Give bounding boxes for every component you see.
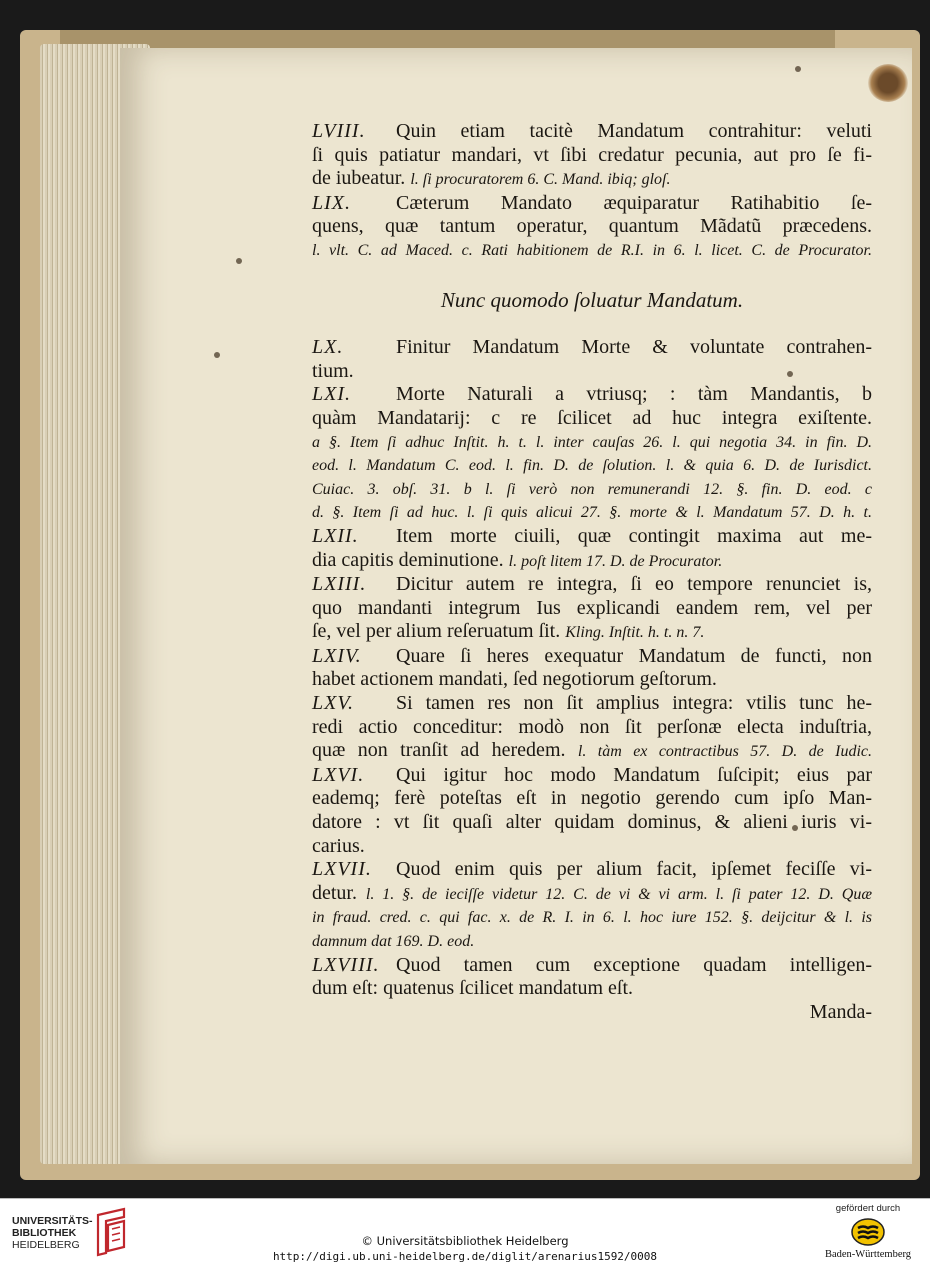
text-line: LXIII. Dicitur autem re integra, ſi eo tempore renunciet is,	[312, 573, 872, 596]
dust-spot	[236, 258, 242, 264]
paragraph-number: LXVIII.	[312, 953, 380, 976]
dust-spot	[214, 352, 220, 358]
text-line: LXVIII. Quod tamen cum exceptione quadam intelligen-	[312, 953, 872, 976]
catchword: Manda-	[809, 1000, 872, 1023]
permalink-url[interactable]: http://digi.ub.uni-heidelberg.de/diglit/arenarius1592/0008	[272, 1250, 658, 1263]
citation: l. 1. §. de ieciſſe videtur 12. C. de vi & vi arm. l. ſi pater 12. D. Quæ	[365, 885, 873, 903]
citation: l. tàm ex contractibus 57. D. de Iudic.	[577, 743, 873, 761]
paragraph-number: LXIII.	[312, 573, 367, 596]
text-line: ſi quis patiatur mandari, vt ſibi credatur pecunia, aut pro ſe fi-	[312, 143, 872, 166]
citation: l. poſt litem 17. D. de Procurator.	[508, 552, 723, 570]
text-line: carius.	[312, 834, 365, 857]
citation: l. ſi procuratorem 6. C. Mand. ibiq; gloſ.	[410, 171, 671, 189]
text-line: dum eſt: quatenus ſcilicet mandatum eſt.	[312, 977, 634, 1000]
text-line: dia capitis deminutione. l. poſt litem 17. D. de Procurator.	[312, 548, 723, 571]
text-line: eademq; ferè poteſtas eſt in negotio gerendo cum ipſo Man-	[312, 787, 872, 810]
dust-spot	[795, 66, 801, 72]
footnote-line: Cuiac. 3. obſ. 31. b l. ſi verò non remunerandi 12. §. fin. D. eod. c	[312, 480, 872, 498]
text-line: LX. Finitur Mandatum Morte & voluntate contrahen-	[312, 336, 872, 359]
text-line: quo mandanti integrum Ius explicandi eandem rem, vel per	[312, 596, 872, 619]
text-line: detur. l. 1. §. de ieciſſe videtur 12. C. de vi & vi arm. l. ſi pater 12. D. Quæ	[312, 881, 873, 904]
paragraph-number: LXVI.	[312, 763, 365, 786]
citation: Kling. Inſtit. h. t. n. 7.	[565, 624, 705, 642]
text-line: ſe, vel per alium reſeruatum ſit. Kling. Inſtit. h. t. n. 7.	[312, 620, 705, 643]
text-line: LXVI. Qui igitur hoc modo Mandatum ſuſcipit; eius par	[312, 763, 872, 786]
text-line: quens, quæ tantum operatur, quantum Mãdatũ præcedens.	[312, 215, 872, 238]
footnote-line: d. §. Item ſi ad huc. l. ſi quis alicui 27. §. morte & l. Mandatum 57. D. h. t.	[312, 504, 872, 522]
text-line: LXIV. Quare ſi heres exequatur Mandatum de functi, non	[312, 644, 872, 667]
paragraph-number: LXI.	[312, 383, 351, 406]
copyright-notice: © Universitätsbibliothek Heidelberg	[361, 1234, 569, 1248]
ub-heidelberg-logo-text[interactable]: UNIVERSITÄTS- BIBLIOTHEK HEIDELBERG	[12, 1215, 93, 1251]
paragraph-number: LXV.	[312, 692, 354, 715]
footnote-line: a §. Item ſi adhuc Inſtit. h. t. l. inter cauſas 26. l. qui negotia 34. in fin. D.	[312, 433, 872, 451]
page-text	[312, 120, 872, 1024]
paragraph-number: LVIII.	[312, 120, 366, 142]
sponsor-block[interactable]	[808, 1203, 928, 1260]
paragraph-number: LIX.	[312, 191, 351, 214]
text-line: redi actio conceditur: modò non ſit perſonæ electa induſtria,	[312, 715, 872, 738]
text-line: quàm Mandatarij: c re ſcilicet ad huc integra exiſtente.	[312, 406, 872, 429]
text-line: LXV. Si tamen res non ſit amplius integra: vtilis tunc he-	[312, 692, 872, 715]
text-line: datore : vt ſit quaſi alter quidam dominus, & alieni iuris vi-	[312, 811, 872, 834]
text-line: habet actionem mandati, ſed negotiorum geſtorum.	[312, 668, 717, 691]
baden-wuerttemberg-crest-icon	[850, 1217, 886, 1247]
text-line: LXII. Item morte ciuili, quæ contingit maxima aut me-	[312, 524, 872, 547]
sponsor-label: gefördert durch	[835, 1203, 901, 1214]
text-line: LXVII. Quod enim quis per alium facit, ipſemet feciſſe vi-	[312, 858, 872, 881]
text-line: LVIII. Quin etiam tacitè Mandatum contrahitur: veluti	[312, 120, 872, 142]
text-line: de iubeatur. l. ſi procuratorem 6. C. Mand. ibiq; gloſ.	[312, 167, 671, 190]
paragraph-number: LX.	[312, 336, 344, 359]
section-heading: Nunc quomodo ſoluatur Mandatum.	[440, 287, 744, 312]
stain-mark	[868, 64, 908, 102]
citation-line: l. vlt. C. ad Maced. c. Rati habitionem de R.I. in 6. l. licet. C. de Procurator.	[312, 241, 872, 259]
citation-line: in fraud. cred. c. qui fac. x. de R. I. in 6. l. hoc iure 152. §. deijcitur & l. is	[312, 909, 872, 927]
text-line: tium.	[312, 359, 354, 382]
paragraph-number: LXVII.	[312, 858, 372, 881]
citation-line: damnum dat 169. D. eod.	[312, 933, 475, 950]
sponsor-name: Baden-Württemberg	[824, 1249, 912, 1260]
viewer-footer	[0, 1198, 930, 1266]
text-line: quæ non tranſit ad heredem. l. tàm ex contractibus 57. D. de Iudic.	[312, 739, 873, 762]
paragraph-number: LXIV.	[312, 644, 362, 667]
paragraph-number: LXII.	[312, 524, 359, 547]
text-line: LXI. Morte Naturali a vtriusq; : tàm Mandantis, b	[312, 383, 872, 406]
footnote-line: eod. l. Mandatum C. eod. l. fin. D. de ſolution. l. & quia 6. D. de Iurisdict.	[312, 457, 872, 475]
text-line: LIX. Cæterum Mandato æquiparatur Ratihabitio ſe-	[312, 191, 872, 214]
